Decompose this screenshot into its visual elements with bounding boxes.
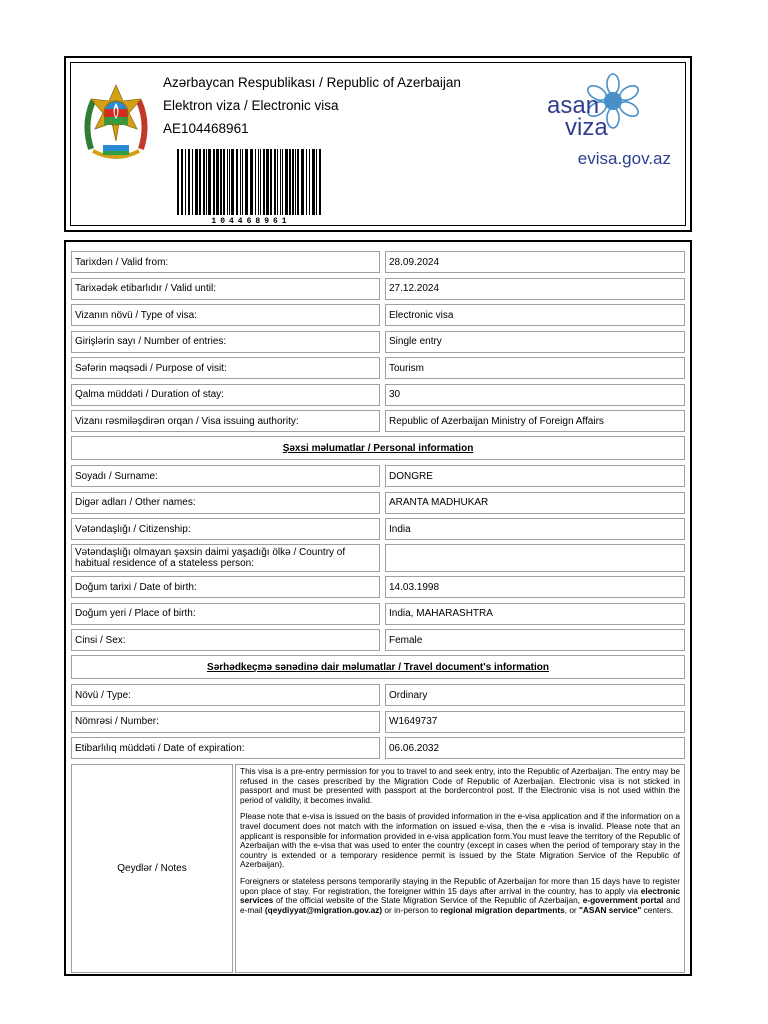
barcode-bar bbox=[250, 149, 253, 215]
barcode-bar bbox=[277, 149, 278, 215]
website-url: evisa.gov.az bbox=[577, 149, 671, 168]
row-label: Vizanın növü / Type of visa: bbox=[71, 304, 380, 326]
barcode-bar bbox=[301, 149, 304, 215]
row-label: Doğum yeri / Place of birth: bbox=[71, 603, 380, 625]
table-row bbox=[71, 544, 685, 572]
table-row bbox=[71, 629, 685, 651]
barcode-bar bbox=[220, 149, 222, 215]
table-row bbox=[71, 357, 685, 379]
barcode-bar bbox=[255, 149, 256, 215]
barcode-bar bbox=[282, 149, 283, 215]
row-value: 27.12.2024 bbox=[385, 278, 685, 300]
notes-paragraph-1: This visa is a pre-entry permission for you to travel to and seek entry, into the Republic of Azerbaijan. The entry may be refused in the cases prescribed by the Migration Code of Republic of Azerbaijan. Electronic visa is not sticked in passport and must be presented with passport at the bordercontrol post. If the Electronic visa is not used within the period of validity, it becomes invalid. bbox=[240, 766, 680, 805]
row-value: Single entry bbox=[385, 331, 685, 353]
barcode-bar bbox=[266, 149, 269, 215]
table-row bbox=[71, 603, 685, 625]
barcode-bar bbox=[236, 149, 238, 215]
barcode-bar bbox=[316, 149, 317, 215]
row-label: Etibarlılıq müddəti / Date of expiration: bbox=[71, 737, 380, 759]
notes-label: Qeydlər / Notes bbox=[71, 764, 233, 973]
row-value: 28.09.2024 bbox=[385, 251, 685, 273]
table-row bbox=[71, 331, 685, 353]
table-row bbox=[71, 711, 685, 733]
table-row bbox=[71, 465, 685, 487]
table-row bbox=[71, 737, 685, 759]
row-value: W1649737 bbox=[385, 711, 685, 733]
barcode-bar bbox=[177, 149, 179, 215]
notes-text bbox=[235, 764, 685, 973]
row-value: Electronic visa bbox=[385, 304, 685, 326]
table-row bbox=[71, 410, 685, 432]
notes-paragraph-2: Please note that e-visa is issued on the basis of provided information in the e-visa application and if the information on a travel document does not match with the information on issued e-visa, then the e -visa is invalid. Please note that an applicant is responsible for information provided in e-visa application form.You must leave the territory of the Republic of Azerbaijan with the e-visa that was used to enter the country (except in cases when the period of temporary stay in the country is extended or a temporary residence permit is issued by the State Migration Service of the Republic of Azerbaijan). bbox=[240, 811, 680, 870]
row-label: Tarixdən / Valid from: bbox=[71, 251, 380, 273]
barcode-bar bbox=[312, 149, 315, 215]
barcode-bar bbox=[245, 149, 248, 215]
table-row bbox=[71, 384, 685, 406]
barcode-bar bbox=[297, 149, 299, 215]
barcode-bar bbox=[216, 149, 219, 215]
barcode-bar bbox=[285, 149, 288, 215]
visa-details-table bbox=[64, 240, 692, 976]
barcode-bar bbox=[188, 149, 190, 215]
barcode-bar bbox=[309, 149, 310, 215]
table-row bbox=[71, 278, 685, 300]
barcode-bar bbox=[223, 149, 225, 215]
row-label: Tarixədək etibarlıdır / Valid until: bbox=[71, 278, 380, 300]
barcode-number: 104468961 bbox=[211, 217, 291, 226]
table-row bbox=[71, 576, 685, 598]
row-value: Tourism bbox=[385, 357, 685, 379]
barcode-bar bbox=[213, 149, 215, 215]
row-label: Soyadı / Surname: bbox=[71, 465, 380, 487]
barcode-bar bbox=[208, 149, 211, 215]
row-value: ARANTA MADHUKAR bbox=[385, 492, 685, 514]
row-label: Nömrəsi / Number: bbox=[71, 711, 380, 733]
visa-header bbox=[64, 56, 692, 232]
row-value: 06.06.2032 bbox=[385, 737, 685, 759]
barcode-bar bbox=[258, 149, 259, 215]
table-row bbox=[71, 492, 685, 514]
travel-doc-heading: Sərhədkeçmə sənədinə dair məlumatlar / Travel document's information bbox=[71, 655, 685, 679]
barcode-bar bbox=[199, 149, 201, 215]
row-value: Female bbox=[385, 629, 685, 651]
row-label: Qalma müddəti / Duration of stay: bbox=[71, 384, 380, 406]
table-row bbox=[71, 251, 685, 273]
barcode-bar bbox=[270, 149, 272, 215]
row-label: Girişlərin sayı / Number of entries: bbox=[71, 331, 380, 353]
asan-text: asan bbox=[547, 92, 600, 119]
barcode-bar bbox=[181, 149, 183, 215]
visa-number: AE104468961 bbox=[163, 121, 249, 136]
barcode-bar bbox=[206, 149, 207, 215]
barcode-bar bbox=[306, 149, 307, 215]
row-label: Digər adları / Other names: bbox=[71, 492, 380, 514]
barcode-bar bbox=[242, 149, 243, 215]
row-label: Növü / Type: bbox=[71, 684, 380, 706]
barcode-bar bbox=[289, 149, 291, 215]
barcode-bar bbox=[192, 149, 193, 215]
barcode-bar bbox=[231, 149, 234, 215]
table-row bbox=[71, 304, 685, 326]
barcode-icon bbox=[177, 149, 325, 215]
row-label: Vətəndaşlığı olmayan şəxsin daimi yaşadığı ölkə / Country of habitual residence of a stateless person: bbox=[71, 544, 380, 572]
barcode-bar bbox=[319, 149, 321, 215]
header-titles bbox=[163, 71, 461, 140]
row-value bbox=[385, 544, 685, 572]
barcode-bar bbox=[295, 149, 296, 215]
barcode-bar bbox=[240, 149, 241, 215]
barcode-bar bbox=[227, 149, 228, 215]
barcode-bar bbox=[260, 149, 261, 215]
row-label: Vətəndaşlığı / Citizenship: bbox=[71, 518, 380, 540]
section-heading-row bbox=[71, 655, 685, 679]
row-value: 14.03.1998 bbox=[385, 576, 685, 598]
row-value: India bbox=[385, 518, 685, 540]
barcode-bar bbox=[263, 149, 265, 215]
visa-kind-title: Elektron viza / Electronic visa bbox=[163, 98, 339, 113]
barcode-bar bbox=[195, 149, 198, 215]
barcode-bar bbox=[185, 149, 186, 215]
row-value: Ordinary bbox=[385, 684, 685, 706]
section-heading-row bbox=[71, 436, 685, 460]
country-title: Azərbaycan Respublikası / Republic of Azerbaijan bbox=[163, 75, 461, 90]
personal-info-heading: Şəxsi məlumatlar / Personal information bbox=[71, 436, 685, 460]
table-row bbox=[71, 518, 685, 540]
row-value: 30 bbox=[385, 384, 685, 406]
barcode-bar bbox=[203, 149, 205, 215]
row-label: Doğum tarixi / Date of birth: bbox=[71, 576, 380, 598]
barcode-bar bbox=[292, 149, 294, 215]
row-value: India, MAHARASHTRA bbox=[385, 603, 685, 625]
row-value: DONGRE bbox=[385, 465, 685, 487]
notes-paragraph-3: Foreigners or stateless persons temporarily staying in the Republic of Azerbaijan for more than 15 days have to register upon place of stay. For registration, the foreigner within 15 days after arrival in the country, has to apply via electronic services of the official website of the State Migration Service of the Republic of Azerbaijan, e-government portal and e-mail (qeydiyyat@migration.gov.az) or in-person to regional migration departments, or "ASAN service" centers. bbox=[240, 875, 680, 915]
barcode-bar bbox=[274, 149, 276, 215]
row-label: Cinsi / Sex: bbox=[71, 629, 380, 651]
barcode-bar bbox=[229, 149, 230, 215]
row-label: Vizanı rəsmiləşdirən orqan / Visa issuing authority: bbox=[71, 410, 380, 432]
barcode-bar bbox=[280, 149, 281, 215]
row-value: Republic of Azerbaijan Ministry of Foreign Affairs bbox=[385, 410, 685, 432]
row-label: Səfərin məqsədi / Purpose of visit: bbox=[71, 357, 380, 379]
viza-text: viza bbox=[565, 114, 608, 141]
table-row bbox=[71, 684, 685, 706]
visa-header-inner bbox=[70, 62, 686, 226]
azerbaijan-emblem-icon bbox=[81, 79, 151, 165]
